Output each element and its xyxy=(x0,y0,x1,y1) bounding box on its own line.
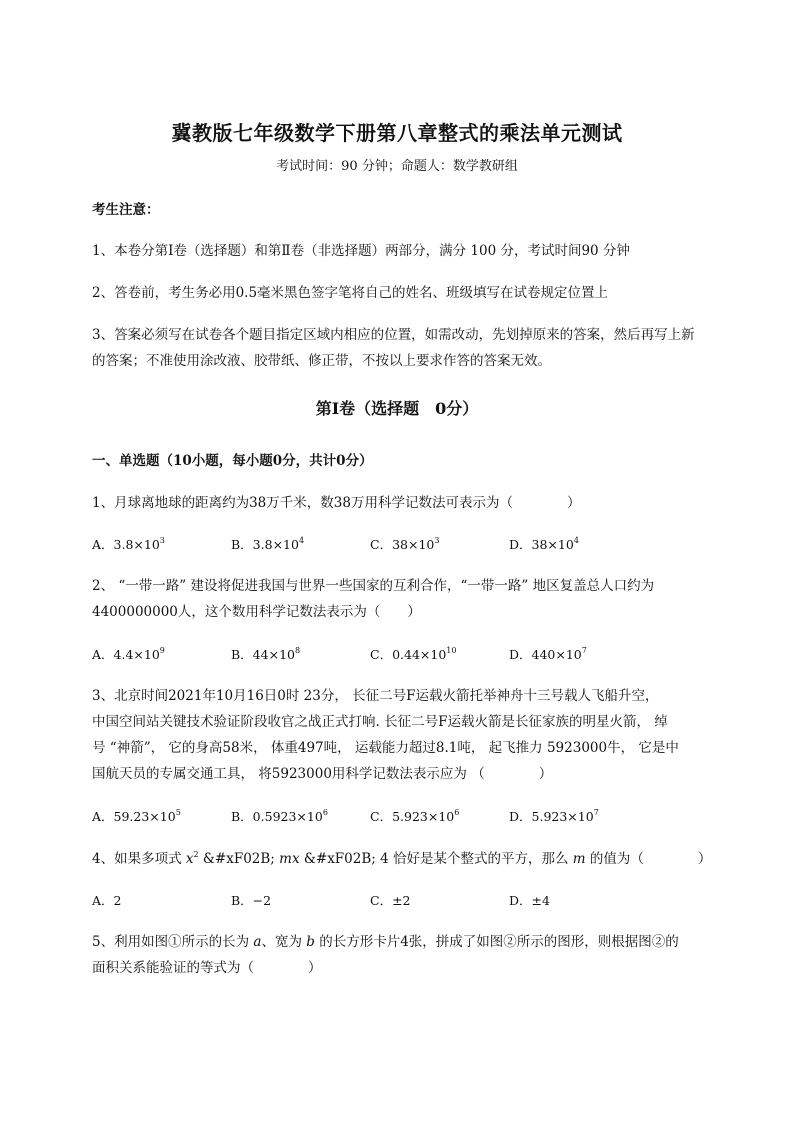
section-title: 第Ⅰ卷（选择题 0分） xyxy=(315,399,479,418)
question-2-line-1: 2、 “一带一路” 建设将促进我国与世界一些国家的互利合作，“一带一路” 地区复盖总人口约为 xyxy=(92,578,655,594)
q2-option-d[interactable]: D．$440\times 10^7$ xyxy=(509,646,587,662)
question-3-line-3: 号 “神箭”， 它的身高58米， 体重497吨， 运载能力超过8.1吨， 起飞推力 5923000牛， 它是中 xyxy=(92,740,679,756)
question-3-line-1: 3、北京时间2021年10月16日0时 23分， 长征二号F运载火箭托举神舟十三号载人飞船升空， xyxy=(92,688,659,704)
page-title: 冀教版七年级数学下册第八章整式的乘法单元测试 xyxy=(171,121,623,145)
notice-item-3: 3、答案必须写在试卷各个题目指定区域内相应的位置，如需改动，先划掉原来的答案，然后再写上新 xyxy=(92,327,695,343)
notice-heading: 考生注意： xyxy=(92,202,160,218)
q1-option-c[interactable]: C．$38\times 10^3$ xyxy=(370,536,440,552)
q4-option-b[interactable]: B．−2 xyxy=(231,893,272,908)
question-4: 4、如果多项式 $x^2$ &#xF02B; mx &#xF02B; 4 恰好是某个整式的平方，那么 m 的值为（ ） xyxy=(92,850,712,867)
notice-item-2: 2、答卷前，考生务必用0.5毫米黑色签字笔将自己的姓名、班级填写在试卷规定位置上 xyxy=(92,285,609,301)
q4-option-c[interactable]: C．±2 xyxy=(370,893,411,908)
q2-option-c[interactable]: C．$0.44\times 10^{10}$ xyxy=(370,646,457,662)
q2-option-a[interactable]: A．$4.4\times 10^9$ xyxy=(92,646,165,662)
q1-option-b[interactable]: B．$3.8\times 10^4$ xyxy=(231,536,305,552)
q1-option-a[interactable]: A．$3.8\times 10^3$ xyxy=(92,536,165,552)
q4-option-a[interactable]: A．2 xyxy=(92,893,122,908)
q3-option-d[interactable]: D．$5.923\times 10^7$ xyxy=(509,808,599,824)
notice-item-1: 1、本卷分第Ⅰ卷（选择题）和第Ⅱ卷（非选择题）两部分，满分 100 分，考试时间90 分钟 xyxy=(92,243,630,259)
q1-option-d[interactable]: D．$38\times 10^4$ xyxy=(509,536,579,552)
q2-option-b[interactable]: B．$44\times 10^8$ xyxy=(231,646,301,662)
q4-option-d[interactable]: D．±4 xyxy=(509,893,550,908)
question-5-line-1: 5、利用如图①所示的长为 a、宽为 b 的长方形卡片4张，拼成了如图②所示的图形，则根据图②的 xyxy=(92,934,679,950)
part-heading: 一、单选题（10小题，每小题0分，共计0分） xyxy=(92,453,373,469)
question-5-line-2: 面积关系能验证的等式为（ ） xyxy=(92,960,322,976)
question-3-line-4: 国航天员的专属交通工具， 将5923000用科学记数法表示应为 （ ） xyxy=(92,766,553,782)
question-2-line-2: 4400000000人，这个数用科学记数法表示为（ ） xyxy=(92,604,421,620)
question-3-line-2: 中国空间站关键技术验证阶段收官之战正式打响. 长征二号F运载火箭是长征家族的明星火箭， 绰 xyxy=(92,714,668,730)
exam-info: 考试时间：90 分钟；命题人：数学教研组 xyxy=(276,159,518,174)
question-1: 1、月球离地球的距离约为38万千米，数38万用科学记数法可表示为（ ） xyxy=(92,495,581,511)
q3-option-b[interactable]: B．$0.5923\times 10^6$ xyxy=(231,808,328,824)
notice-item-3-cont: 的答案；不准使用涂改液、胶带纸、修正带，不按以上要求作答的答案无效。 xyxy=(92,353,551,369)
q3-option-a[interactable]: A．$59.23\times 10^5$ xyxy=(92,808,181,824)
q3-option-c[interactable]: C．$5.923\times 10^6$ xyxy=(370,808,460,824)
